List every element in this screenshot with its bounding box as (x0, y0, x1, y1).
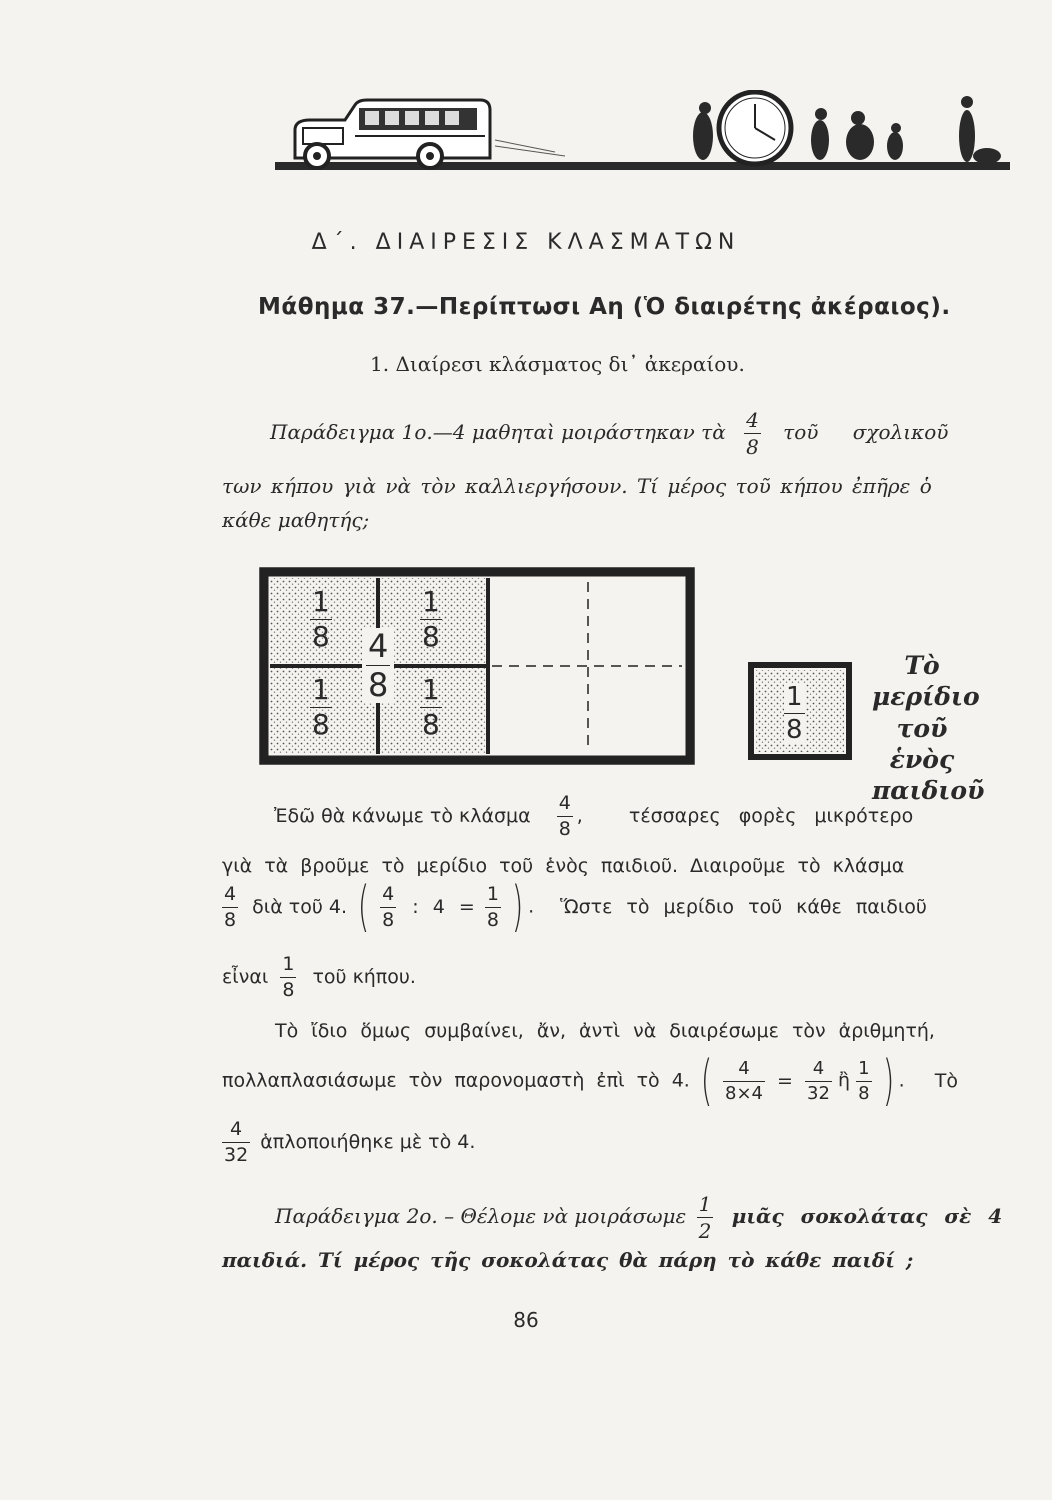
fraction-4-8-b: $\frac{4}{8}$ (224, 882, 237, 931)
fraction-4-8x4: $\frac{4}{8\times 4}$ (725, 1057, 763, 1104)
explanation-l1-lead: Ἐδῶ θὰ κάνωμε τὸ κλάσμα (274, 805, 531, 827)
example1-line1 (270, 410, 948, 457)
bus-icon (295, 100, 565, 168)
second-para-l3-tail: ἁπλοποιήθηκε μὲ τὸ 4. (260, 1131, 476, 1153)
page-number: 86 (513, 1308, 539, 1332)
example2-tail: μιᾶς σοκολάτας σὲ 4 (731, 1204, 1003, 1228)
second-para-line1: Τὸ ἴδιο ὅμως συμβαίνει, ἄν, ἀντὶ νὰ διαιρέσωμε τὸν ἀριθμητή, (275, 1020, 935, 1042)
share-fraction: $\frac{1}{8}$ (786, 682, 803, 745)
cell-fraction-bottom-left: $\frac{1}{8}$ (312, 673, 330, 741)
example1-line2: των κήπου γιὰ νὰ τὸν καλλιεργήσουν. Τί μέρος τοῦ κήπου ἐπῆρε ὁ (222, 474, 932, 498)
or-word: ἢ (837, 1069, 851, 1092)
explanation-l3-mid: διὰ τοῦ 4. (252, 895, 347, 918)
section-heading: 1. Διαίρεσι κλάσματος δι᾿ ἀκεραίου. (370, 352, 745, 376)
example2-line2: παιδιά. Τί μέρος τῆς σοκολάτας θὰ πάρη τὸ κάθε παιδί ; (222, 1248, 914, 1272)
fraction-1-8-b: $\frac{1}{8}$ (282, 953, 295, 1001)
cell-fraction-top-right: $\frac{1}{8}$ (422, 585, 440, 653)
second-para-l2-lead: πολλαπλασιάσωμε τὸν παρονομαστὴ ἐπὶ τὸ 4. (222, 1069, 690, 1092)
one-share-box (746, 660, 854, 762)
fraction-1-2: $\frac{1}{2}$ (698, 1192, 712, 1243)
second-para-line3 (222, 1120, 475, 1165)
explanation-line3: $\frac{4}{8}$ διὰ τοῦ 4. ( $\frac{4}{8}$ : 4 = $\frac{1}{8}$ ) . Ὥστε τὸ μερίδιο τοῦ κάθε παιδιοῦ (224, 875, 927, 938)
explanation-line2: γιὰ τὰ βροῦμε τὸ μερίδιο τοῦ ἑνὸς παιδιοῦ. Διαιροῦμε τὸ κλάσμα (222, 855, 905, 877)
fraction-4-8: $\frac{4}{8}$ (746, 408, 759, 459)
cell-fraction-top-left: $\frac{1}{8}$ (312, 585, 330, 653)
clock-icon (719, 92, 791, 164)
explanation-line4 (222, 955, 416, 1000)
fraction-4-8-c: $\frac{4}{8}$ (382, 882, 395, 931)
header-illustration (255, 90, 1015, 180)
explanation-l3-tail: Ὥστε τὸ μερίδιο τοῦ κάθε παιδιοῦ (560, 895, 927, 918)
fraction-4-32: $\frac{4}{32}$ (807, 1057, 830, 1104)
example1-line3: κάθε μαθητής; (222, 508, 370, 532)
explanation-l4-lead: εἶναι (222, 966, 269, 988)
lesson-title: Μάθημα 37.—Περίπτωσι Αη (Ὁ διαιρέτης ἀκέραιος). (258, 294, 951, 320)
fraction-4-32-b: $\frac{4}{32}$ (224, 1118, 249, 1166)
explanation-l4-tail: τοῦ κήπου. (312, 966, 416, 988)
share-caption: Τὸ μερίδιο τοῦ ἑνὸς παιδιοῦ (872, 651, 985, 805)
fraction-1-8-a: $\frac{1}{8}$ (486, 882, 499, 931)
example1-lead: Παράδειγμα 1ο.—4 μαθηταὶ μοιράστηκαν τὰ (270, 420, 726, 444)
fraction-1-8-c: $\frac{1}{8}$ (858, 1057, 870, 1104)
garden-figure (258, 562, 698, 770)
explanation-l3-div: : 4 = (412, 895, 475, 918)
cell-fraction-bottom-right: $\frac{1}{8}$ (422, 673, 440, 741)
second-para-l2-tail: Τὸ (934, 1069, 958, 1092)
example2-lead: Παράδειγμα 2ο. – Θέλομε νὰ μοιράσωμε (275, 1204, 687, 1228)
example1-tail: τοῦ σχολικοῦ (783, 420, 949, 444)
explanation-line1: Ἐδῶ θὰ κάνωμε τὸ κλάσμα $\frac{4}{8}$ , τέσσαρες φορὲς μικρότερο (274, 792, 914, 840)
center-fraction: $\frac{4}{8}$ (362, 628, 394, 703)
fraction-4-8-a: $\frac{4}{8}$ (558, 792, 571, 840)
equals-sign: = (777, 1069, 793, 1092)
chapter-heading: Δ΄. ΔΙΑΙΡΕΣΙΣ ΚΛΑΣΜΑΤΩΝ (311, 230, 741, 255)
explanation-l1-tail: τέσσαρες φορὲς μικρότερο (628, 805, 914, 827)
example2-line1 (275, 1194, 1002, 1241)
second-para-line2: πολλαπλασιάσωμε τὸν παρονομαστὴ ἐπὶ τὸ 4. ( $\frac{4}{8\times 4}$ = $\frac{4}{32}$ ἢ $\frac{1}{8}$ ) . Τὸ (222, 1049, 958, 1112)
